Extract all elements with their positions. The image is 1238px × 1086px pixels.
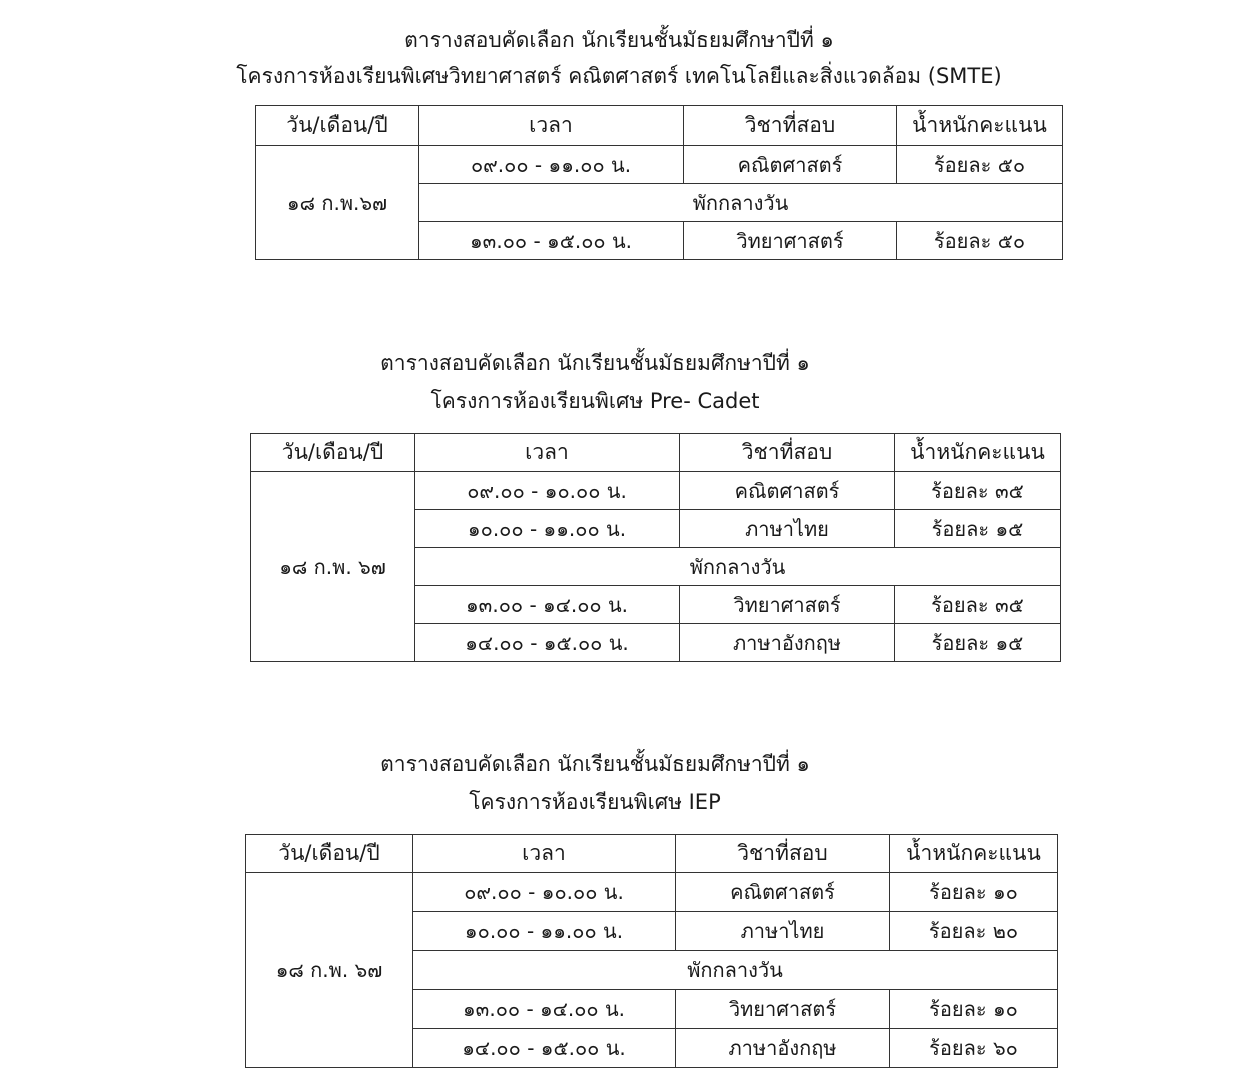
header-weight: น้ำหนักคะแนน: [895, 434, 1061, 472]
header-time: เวลา: [419, 106, 684, 146]
header-time: เวลา: [415, 434, 680, 472]
header-subject: วิชาที่สอบ: [680, 434, 895, 472]
exam-subject: วิทยาศาสตร์: [676, 990, 890, 1029]
lunch-break: พักกลางวัน: [419, 184, 1063, 222]
exam-subject: ภาษาไทย: [676, 912, 890, 951]
exam-time: ๑๔.๐๐ - ๑๕.๐๐ น.: [413, 1029, 676, 1068]
exam-weight: ร้อยละ ๒๐: [890, 912, 1058, 951]
exam-subject: คณิตศาสตร์: [684, 146, 897, 184]
exam-date: ๑๘ ก.พ. ๖๗: [246, 873, 413, 1068]
header-weight: น้ำหนักคะแนน: [897, 106, 1063, 146]
schedule-title-line1: ตารางสอบคัดเลือก นักเรียนชั้นมัธยมศึกษาปีที่ ๑: [404, 28, 834, 52]
exam-subject: ภาษาอังกฤษ: [680, 624, 895, 662]
schedule-iep: [0, 735, 1238, 1080]
header-row: [256, 106, 1063, 146]
schedule-pre-cadet: [0, 330, 1238, 680]
table-row: [256, 146, 1063, 184]
schedule-table: [245, 834, 1058, 1068]
lunch-break: พักกลางวัน: [415, 548, 1061, 586]
schedule-title-line1: ตารางสอบคัดเลือก นักเรียนชั้นมัธยมศึกษาปีที่ ๑: [380, 752, 810, 776]
schedule-title-line1: ตารางสอบคัดเลือก นักเรียนชั้นมัธยมศึกษาปีที่ ๑: [380, 351, 810, 375]
exam-subject: วิทยาศาสตร์: [684, 222, 897, 260]
schedule-title-line2: โครงการห้องเรียนพิเศษ Pre- Cadet: [430, 389, 760, 413]
exam-weight: ร้อยละ ๑๕: [895, 510, 1061, 548]
exam-time: ๑๓.๐๐ - ๑๔.๐๐ น.: [413, 990, 676, 1029]
exam-weight: ร้อยละ ๕๐: [897, 146, 1063, 184]
exam-weight: ร้อยละ ๖๐: [890, 1029, 1058, 1068]
lunch-break: พักกลางวัน: [413, 951, 1058, 990]
exam-weight: ร้อยละ ๓๕: [895, 586, 1061, 624]
exam-subject: วิทยาศาสตร์: [680, 586, 895, 624]
exam-subject: ภาษาอังกฤษ: [676, 1029, 890, 1068]
header-row: [251, 434, 1061, 472]
exam-time: ๑๓.๐๐ - ๑๔.๐๐ น.: [415, 586, 680, 624]
schedule-title-line2: โครงการห้องเรียนพิเศษ IEP: [469, 790, 721, 814]
exam-subject: คณิตศาสตร์: [680, 472, 895, 510]
exam-subject: คณิตศาสตร์: [676, 873, 890, 912]
schedule-smte: [0, 0, 1238, 275]
exam-date: ๑๘ ก.พ. ๖๗: [251, 472, 415, 662]
exam-time: ๑๐.๐๐ - ๑๑.๐๐ น.: [413, 912, 676, 951]
exam-date: ๑๘ ก.พ.๖๗: [256, 146, 419, 260]
header-date: วัน/เดือน/ปี: [246, 835, 413, 873]
exam-weight: ร้อยละ ๑๕: [895, 624, 1061, 662]
header-subject: วิชาที่สอบ: [676, 835, 890, 873]
exam-subject: ภาษาไทย: [680, 510, 895, 548]
exam-weight: ร้อยละ ๓๕: [895, 472, 1061, 510]
exam-time: ๐๙.๐๐ - ๑๐.๐๐ น.: [415, 472, 680, 510]
schedule-table: [255, 105, 1063, 260]
header-date: วัน/เดือน/ปี: [256, 106, 419, 146]
table-row: [246, 873, 1058, 912]
schedule-title-line2: โครงการห้องเรียนพิเศษวิทยาศาสตร์ คณิตศาสตร์ เทคโนโลยีและสิ่งแวดล้อม (SMTE): [236, 64, 1002, 88]
exam-time: ๐๙.๐๐ - ๑๑.๐๐ น.: [419, 146, 684, 184]
exam-time: ๐๙.๐๐ - ๑๐.๐๐ น.: [413, 873, 676, 912]
header-time: เวลา: [413, 835, 676, 873]
exam-weight: ร้อยละ ๕๐: [897, 222, 1063, 260]
header-date: วัน/เดือน/ปี: [251, 434, 415, 472]
exam-weight: ร้อยละ ๑๐: [890, 873, 1058, 912]
exam-time: ๑๐.๐๐ - ๑๑.๐๐ น.: [415, 510, 680, 548]
header-subject: วิชาที่สอบ: [684, 106, 897, 146]
header-weight: น้ำหนักคะแนน: [890, 835, 1058, 873]
exam-time: ๑๓.๐๐ - ๑๕.๐๐ น.: [419, 222, 684, 260]
header-row: [246, 835, 1058, 873]
exam-time: ๑๔.๐๐ - ๑๕.๐๐ น.: [415, 624, 680, 662]
table-row: [251, 472, 1061, 510]
schedule-table: [250, 433, 1061, 662]
exam-weight: ร้อยละ ๑๐: [890, 990, 1058, 1029]
